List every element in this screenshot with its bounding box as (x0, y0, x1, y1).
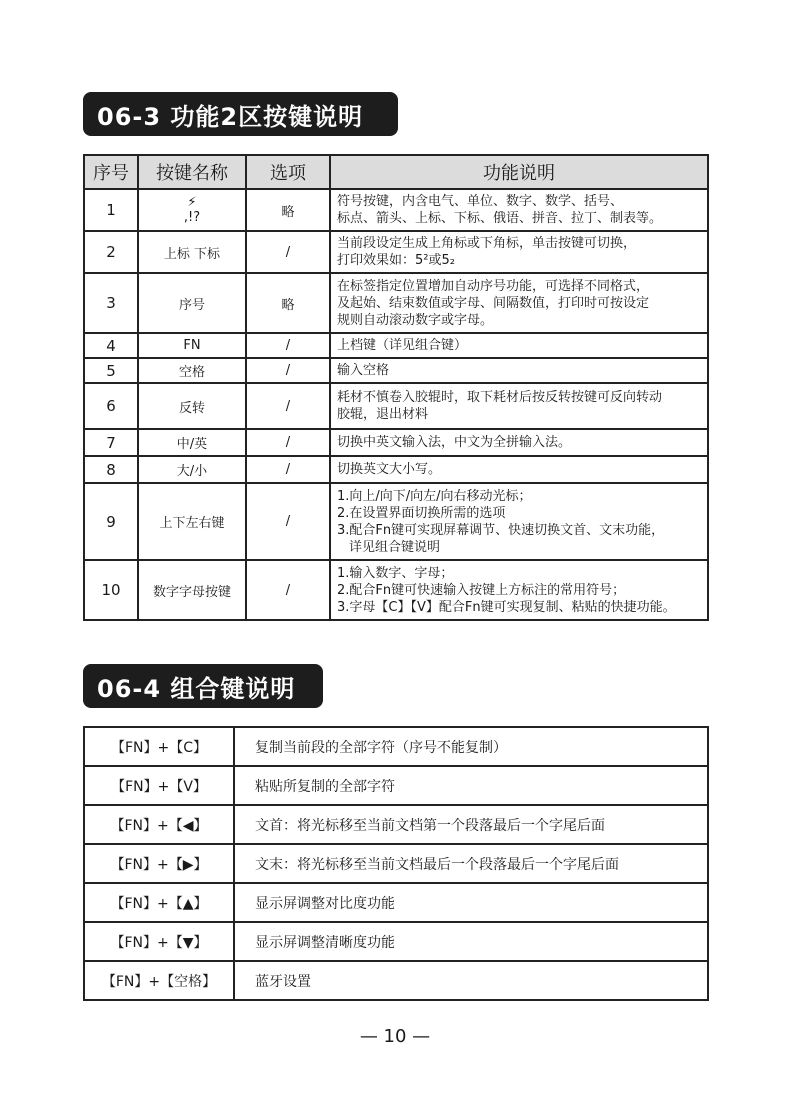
row-desc: 上档键（详见组合键） (330, 333, 708, 358)
header-no: 序号 (84, 155, 138, 189)
row-desc: 切换中英文输入法，中文为全拼输入法。 (330, 429, 708, 456)
function-keys-table (83, 154, 709, 621)
table-row (84, 273, 708, 333)
row-key-name: 序号 (138, 273, 246, 333)
row-no: 10 (84, 560, 138, 620)
row-desc-line: 2.在设置界面切换所需的选项 (337, 505, 506, 521)
row-option: / (246, 358, 330, 383)
table-row (84, 483, 708, 560)
row-desc-line: 2.配合Fn键可快速输入按键上方标注的常用符号； (337, 582, 626, 598)
row-desc-line: 标点、箭头、上标、下标、俄语、拼音、拉丁、制表等。 (337, 211, 663, 226)
row-no: 5 (84, 358, 138, 383)
combo-key: 【FN】+【V】 (84, 766, 234, 805)
row-option: / (246, 456, 330, 483)
table-row (84, 560, 708, 620)
row-desc (330, 273, 708, 333)
header-key-name: 按键名称 (138, 155, 246, 189)
row-desc: 切换英文大小写。 (330, 456, 708, 483)
row-option: / (246, 333, 330, 358)
row-no: 8 (84, 456, 138, 483)
row-desc-line: 打印效果如：5²或5₂ (337, 253, 455, 268)
lightning-icon: ⚡ (187, 195, 197, 210)
row-no: 1 (84, 189, 138, 231)
row-option: / (246, 483, 330, 560)
combo-desc: 文首：将光标移至当前文档第一个段落最后一个字尾后面 (234, 805, 708, 844)
row-option: / (246, 383, 330, 429)
table-header-row (84, 155, 708, 189)
table-row (84, 189, 708, 231)
row-no: 3 (84, 273, 138, 333)
table-row (84, 961, 708, 1000)
table-row (84, 844, 708, 883)
row-desc (330, 483, 708, 560)
row-desc (330, 231, 708, 273)
combo-key: 【FN】+【C】 (84, 727, 234, 766)
row-desc-line: 当前段设定生成上角标或下角标，单击按键可切换， (337, 236, 637, 251)
row-desc-line: 在标签指定位置增加自动序号功能，可选择不同格式， (337, 278, 650, 294)
table-row (84, 358, 708, 383)
table-row (84, 922, 708, 961)
combo-key: 【FN】+【◀】 (84, 805, 234, 844)
row-key-name: 反转 (138, 383, 246, 429)
combo-key: 【FN】+【空格】 (84, 961, 234, 1000)
row-option: 略 (246, 189, 330, 231)
row-desc-line: 3.字母【C】【V】配合Fn键可实现复制、粘贴的快捷功能。 (337, 599, 676, 615)
table-row (84, 805, 708, 844)
row-no: 7 (84, 429, 138, 456)
row-key-name: 上下左右键 (138, 483, 246, 560)
row-desc-line: 符号按键，内含电气、单位、数字、数学、括号、 (337, 194, 624, 209)
row-no: 6 (84, 383, 138, 429)
row-option: 略 (246, 273, 330, 333)
row-desc-line: 规则自动滚动数字或字母。 (337, 312, 494, 328)
row-desc-line: 耗材不慎卷入胶辊时，取下耗材后按反转按键可反向转动 (337, 390, 663, 405)
table-row (84, 383, 708, 429)
header-function: 功能说明 (330, 155, 708, 189)
combo-desc: 显示屏调整清晰度功能 (234, 922, 708, 961)
combo-key: 【FN】+【▼】 (84, 922, 234, 961)
table-row (84, 429, 708, 456)
row-desc (330, 560, 708, 620)
table-row (84, 766, 708, 805)
table-row (84, 456, 708, 483)
row-desc: 输入空格 (330, 358, 708, 383)
row-no: 9 (84, 483, 138, 560)
row-desc-line: 详见组合键说明 (349, 539, 441, 555)
combo-desc: 蓝牙设置 (234, 961, 708, 1000)
row-option: / (246, 560, 330, 620)
row-key-name: 上标 下标 (138, 231, 246, 273)
row-key-name: 数字字母按键 (138, 560, 246, 620)
row-desc-line: 3.配合Fn键可实现屏幕调节、快速切换文首、文末功能， (337, 522, 665, 538)
row-key-name: 中/英 (138, 429, 246, 456)
row-key-name-line: ,!? (183, 210, 201, 225)
table-row (84, 727, 708, 766)
table-row (84, 883, 708, 922)
row-option: / (246, 231, 330, 273)
table-row (84, 333, 708, 358)
header-option: 选项 (246, 155, 330, 189)
section-title: 06-4 组合键说明 (97, 674, 296, 703)
row-desc-line: 及起始、结束数值或字母、间隔数值，打印时可按设定 (337, 295, 650, 311)
section-heading-combo-keys (83, 664, 323, 708)
combo-desc: 复制当前段的全部字符（序号不能复制） (234, 727, 708, 766)
combo-key: 【FN】+【▲】 (84, 883, 234, 922)
combo-key: 【FN】+【▶】 (84, 844, 234, 883)
row-desc-line: 1.输入数字、字母； (337, 565, 454, 581)
section-heading-function-keys (83, 92, 398, 136)
row-desc-line: 1.向上/向下/向左/向右移动光标； (337, 488, 532, 504)
combo-desc: 粘贴所复制的全部字符 (234, 766, 708, 805)
row-key-name: 空格 (138, 358, 246, 383)
row-key-name (138, 189, 246, 231)
combo-desc: 显示屏调整对比度功能 (234, 883, 708, 922)
page-number: — 10 — (359, 1026, 431, 1047)
row-option: / (246, 429, 330, 456)
combo-desc: 文末：将光标移至当前文档最后一个段落最后一个字尾后面 (234, 844, 708, 883)
combo-keys-table (83, 726, 709, 1001)
section-title: 06-3 功能2区按键说明 (97, 102, 364, 131)
row-desc (330, 189, 708, 231)
row-key-name: 大/小 (138, 456, 246, 483)
row-no: 4 (84, 333, 138, 358)
row-no: 2 (84, 231, 138, 273)
row-desc (330, 383, 708, 429)
table-row (84, 231, 708, 273)
row-desc-line: 胶辊，退出材料 (337, 407, 429, 422)
row-key-name: FN (138, 333, 246, 358)
